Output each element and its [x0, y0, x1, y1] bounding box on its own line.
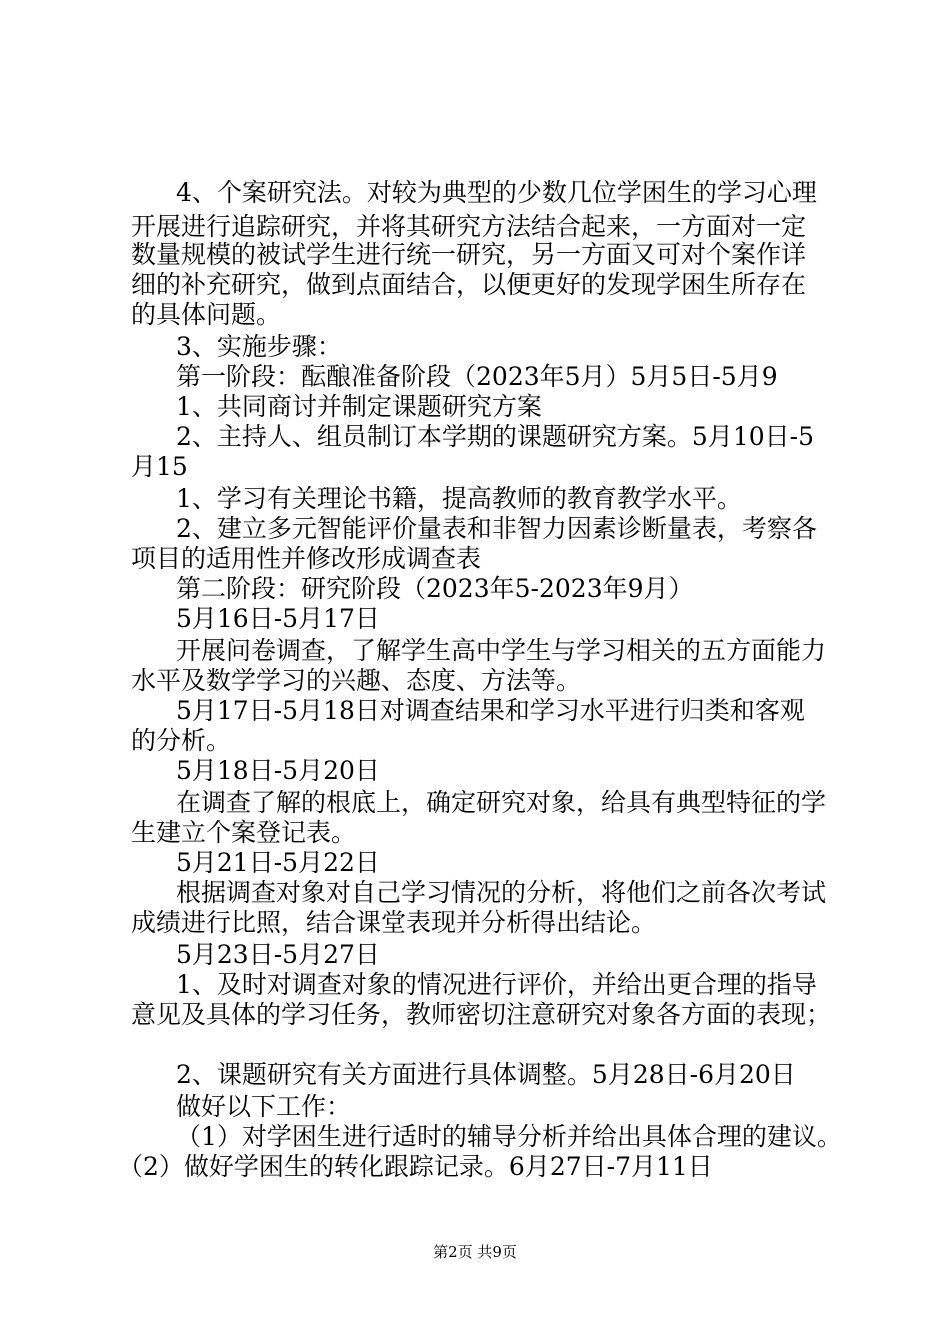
paragraph-line: 2、主持人、组员制订本学期的课题研究方案。5月10日-5 [176, 422, 814, 451]
paragraph-line: 成绩进行比照，结合课堂表现并分析得出结论。 [131, 908, 657, 937]
paragraph-line: 第二阶段：研究阶段（2023年5-2023年9月） [176, 574, 694, 603]
paragraph-line: 项目的适用性并修改形成调查表 [131, 544, 482, 573]
paragraph-line: 做好以下工作： [176, 1092, 352, 1121]
page-number-footer: 第2页 共9页 [433, 1243, 517, 1261]
paragraph-line: 生建立个案登记表。 [131, 818, 357, 847]
paragraph-line: 4、个案研究法。对较为典型的少数几位学困生的学习心理 [176, 178, 817, 207]
paragraph-line: 的分析。 [131, 726, 232, 755]
paragraph-line: 的具体问题。 [131, 300, 282, 329]
paragraph-line: 细的补充研究，做到点面结合，以便更好的发现学困生所存在 [131, 270, 807, 299]
paragraph-line: 数量规模的被试学生进行统一研究，另一方面又可对个案作详 [131, 240, 807, 269]
paragraph-line: 根据调查对象对自己学习情况的分析，将他们之前各次考试 [176, 878, 827, 907]
paragraph-line: 1、及时对调查对象的情况进行评价，并给出更合理的指导 [176, 970, 817, 999]
paragraph-line: 5月16日-5月17日 [176, 604, 380, 633]
paragraph-line: 水平及数学学习的兴趣、态度、方法等。 [131, 666, 582, 695]
paragraph-line: 意见及具体的学习任务，教师密切注意研究对象各方面的表现； [131, 1000, 832, 1029]
paragraph-line: 5月18日-5月20日 [176, 756, 380, 785]
paragraph-line: 5月17日-5月18日对调查结果和学习水平进行归类和客观 [176, 696, 805, 725]
paragraph-line: 开展进行追踪研究，并将其研究方法结合起来，一方面对一定 [131, 212, 807, 241]
paragraph-line: 3、实施步骤： [176, 332, 342, 361]
paragraph-line: 1、学习有关理论书籍，提高教师的教育教学水平。 [176, 484, 742, 513]
paragraph-line: （2）做好学困生的转化跟踪记录。6月27日-7月11日 [118, 1152, 713, 1181]
paragraph-line: 在调查了解的根底上，确定研究对象，给具有典型特征的学 [176, 788, 827, 817]
paragraph-line: 2、课题研究有关方面进行具体调整。5月28日-6月20日 [176, 1060, 796, 1089]
paragraph-line: 第一阶段：酝酿准备阶段（2023年5月）5月5日-5月9 [176, 362, 778, 391]
paragraph-line: 月15 [131, 452, 188, 481]
paragraph-line: 开展问卷调查，了解学生高中学生与学习相关的五方面能力 [176, 636, 827, 665]
paragraph-line: 5月23日-5月27日 [176, 940, 380, 969]
paragraph-line: 5月21日-5月22日 [176, 848, 380, 877]
paragraph-line: 1、共同商讨并制定课题研究方案 [176, 392, 542, 421]
paragraph-line: （1）对学困生进行适时的辅导分析并给出具体合理的建议。 [176, 1122, 842, 1151]
paragraph-line: 2、建立多元智能评价量表和非智力因素诊断量表，考察各 [176, 514, 817, 543]
